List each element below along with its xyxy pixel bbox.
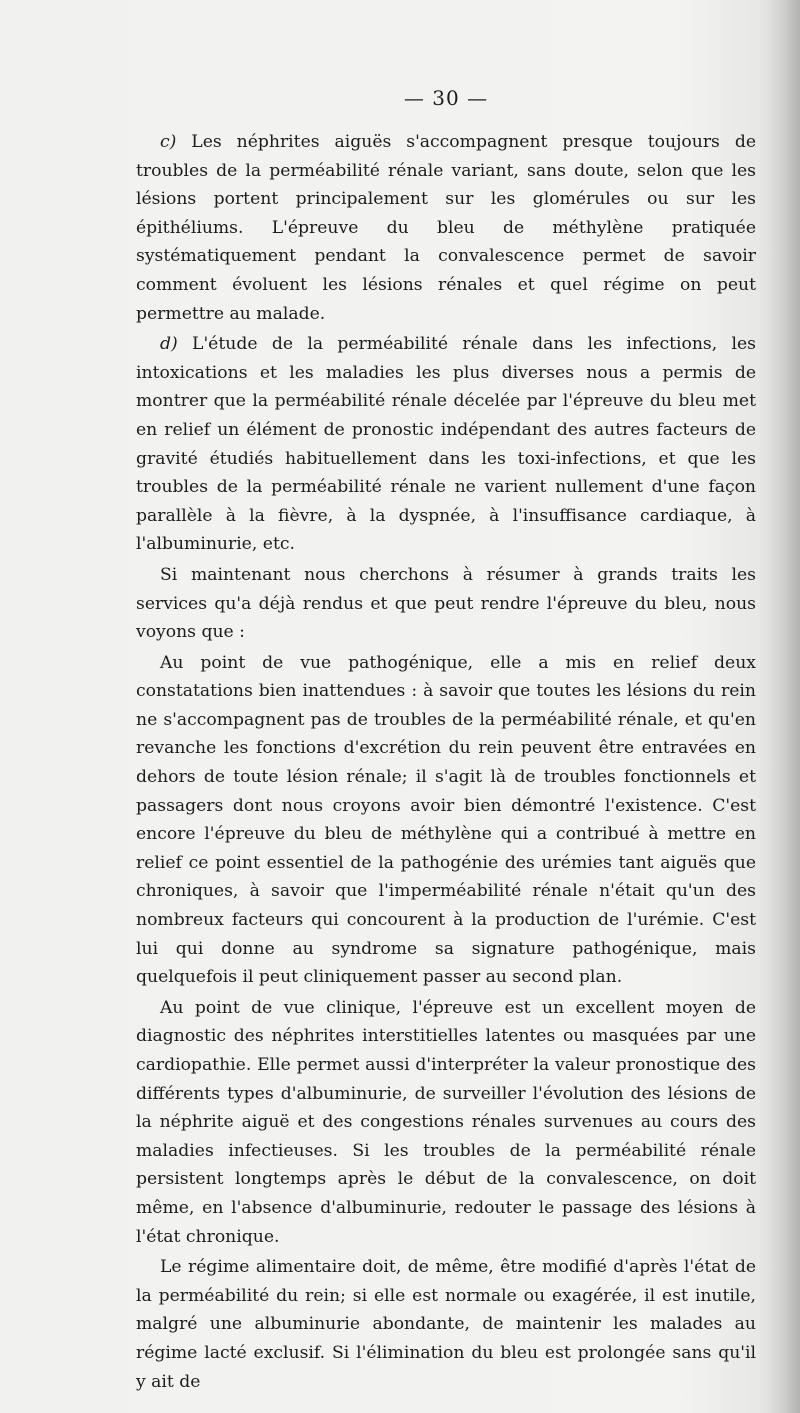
paragraph-text: L'étude de la perméabilité rénale dans les infections, les intoxications et les maladies les plus diverses nous a permis de montrer que la perméabilité rénale décelée par l'épreuve du bleu met en relief un élément de pronostic indépendant des autres facteurs de gravité étudiés habituellement dans les toxi-infections, et que les troubles de la perméabilité rénale ne varient nullement d'une façon parallèle à la fièvre, à la dyspnée, à l'insuffisance cardiaque, à l'albuminurie, etc. [136,334,756,555]
page-number: — 30 — [403,86,489,110]
paragraph-text: Si maintenant nous cherchons à résumer à grands traits les services qu'a déjà rendus et que peut rendre l'épreuve du bleu, nous voyons que : [136,564,756,643]
paragraph-text: Au point de vue clinique, l'épreuve est un excellent moyen de diagnostic des néphrites interstitielles latentes ou masquées par une cardiopathie. Elle permet aussi d'interpréter la valeur pronostique des différents types d'albuminurie, de surveiller l'évolution des lésions de la néphrite aiguë et des congestions rénales survenues au cours des maladies infectieuses. Si les troubles de la perméabilité rénale persistent longtemps après le début de la convalescence, on doit même, en l'absence d'albuminurie, redouter le passage des lésions à l'état chronique. [136,997,756,1247]
paragraph-d [136,330,756,559]
paragraph-lead: c) [160,132,177,152]
paragraph-lead: d) [160,334,178,355]
paragraph-clinical [136,994,756,1251]
paragraph-summary-intro [136,561,756,647]
paragraph-c [136,128,756,328]
paragraph-text: Le régime alimentaire doit, de même, être modifié d'après l'état de la perméabilité du rein; si elle est normale ou exagérée, il est inutile, malgré une albuminurie abondante, de maintenir les malades au régime lacté exclusif. Si l'élimination du bleu est prolongée sans qu'il y ait de [136,1257,756,1392]
paragraph-diet [136,1253,756,1396]
page-edge-shadow [760,0,800,1413]
paragraph-text: Les néphrites aiguës s'accompagnent presque toujours de troubles de la perméabilité rénale variant, sans doute, selon que les lésions portent principalement sur les glomérules ou sur les épithéliums. L'épreuve du bleu de méthylène pratiquée systématiquement pendant la convalescence permet de savoir comment évoluent les lésions rénales et quel régime on peut permettre au malade. [136,132,756,324]
body-text [136,128,756,1398]
paragraph-text: Au point de vue pathogénique, elle a mis en relief deux constatations bien inattendues : à savoir que toutes les lésions du rein ne s'accompagnent pas de troubles de la perméabilité rénale, et qu'en revanche les fonctions d'excrétion du rein peuvent être entravées en dehors de toute lésion rénale; il s'agit là de troubles fonctionnels et passagers dont nous croyons avoir bien démontré l'existence. C'est encore l'épreuve du bleu de méthylène qui a contribué à mettre en relief ce point essentiel de la pathogénie des urémies tant aiguës que chroniques, à savoir que l'imperméabilité rénale n'était qu'un des nombreux facteurs qui concourent à la production de l'urémie. C'est lui qui donne au syndrome sa signature pathogénique, mais quelquefois il peut cliniquement passer au second plan. [136,652,756,988]
paragraph-pathogenic [136,649,756,992]
